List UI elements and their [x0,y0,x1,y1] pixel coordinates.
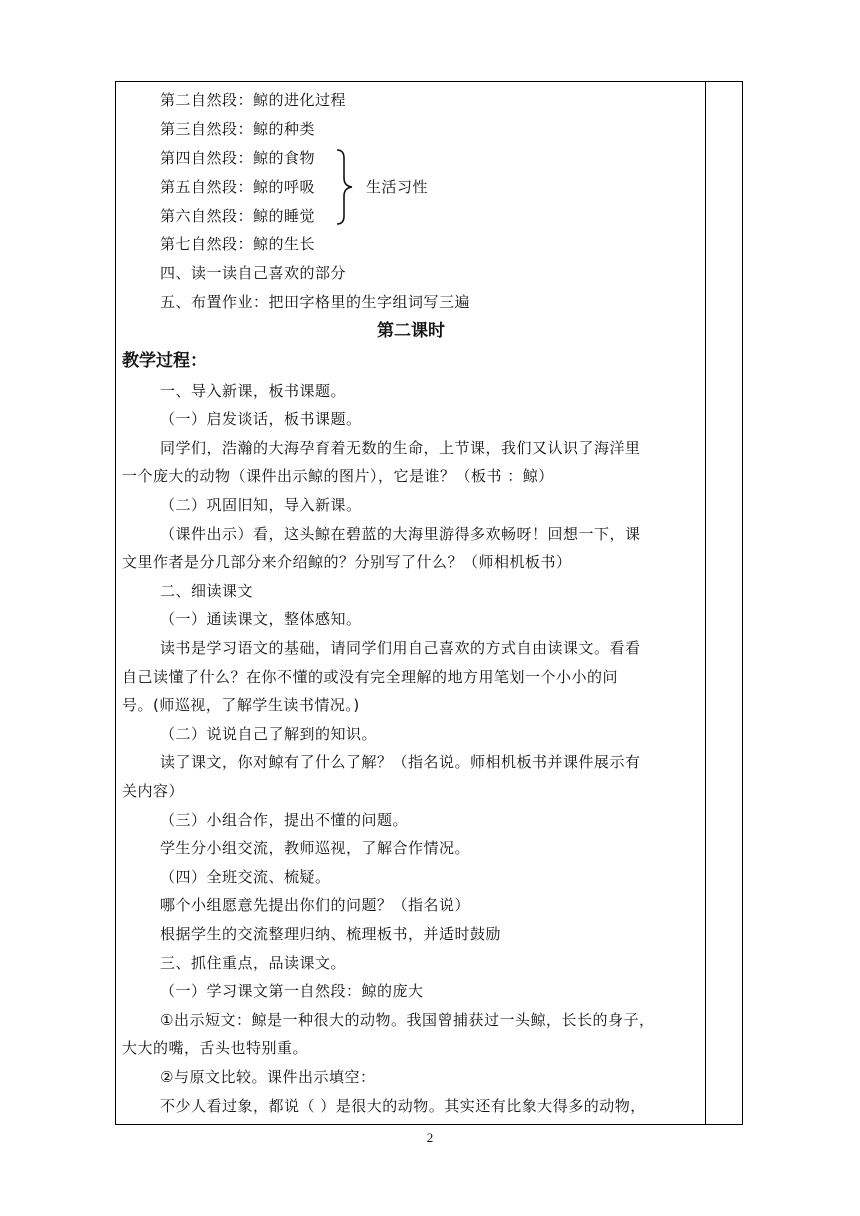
body-line: （二）巩固旧知，导入新课。 [160,496,362,514]
body-line: 二、细读课文 [160,582,254,600]
brace-label: 生活习性 [366,178,429,196]
body-line: 关内容） [122,782,185,800]
body-line: （四）全班交流、梳疑。 [160,868,331,886]
body-line: 不少人看过象，都说（ ）是很大的动物。其实还有比象大得多的动物， [160,1097,646,1115]
outline-line: 第六自然段：鲸的睡觉 [160,207,316,225]
body-line: （一）学习课文第一自然段：鲸的庞大 [160,982,424,1000]
body-line: （一）通读课文，整体感知。 [160,610,362,628]
outline-line: 五、布置作业：把田字格里的生字组词写三遍 [160,293,471,311]
body-line: ①出示短文：鲸是一种很大的动物。我国曾捕获过一头鲸，长长的身子， [160,1011,655,1029]
process-heading: 教学过程： [122,351,207,371]
body-line: （课件出示）看，这头鲸在碧蓝的大海里游得多欢畅呀！回想一下，课 [160,525,641,543]
body-line: 一个庞大的动物（课件出示鲸的图片），它是谁？（板书 ：鲸） [122,467,554,485]
body-line: ②与原文比较。课件出示填空： [160,1068,376,1086]
body-line: （二）说说自己了解到的知识。 [160,725,378,743]
outline-line: 第二自然段：鲸的进化过程 [160,91,347,109]
body-line: 根据学生的交流整理归纳、梳理板书，并适时鼓励 [160,925,502,943]
body-line: 学生分小组交流，教师巡视，了解合作情况。 [160,839,471,857]
body-line: 读书是学习语文的基础，请同学们用自己喜欢的方式自由读课文。看看 [160,639,641,657]
outline-line: 第七自然段：鲸的生长 [160,235,316,253]
outline-line: 第三自然段：鲸的种类 [160,120,316,138]
body-line: 自己读懂了什么？在你不懂的或没有完全理解的地方用笔划一个小小的问 [122,668,619,686]
body-line: 大大的嘴，舌头也特别重。 [122,1039,309,1057]
outline-line: 第四自然段：鲸的食物 [160,149,316,167]
outline-line: 四、读一读自己喜欢的部分 [160,264,347,282]
outline-line: 第五自然段：鲸的呼吸 [160,178,316,196]
body-line: （三）小组合作，提出不懂的问题。 [160,811,409,829]
body-line: （一）启发谈话，板书课题。 [160,410,362,428]
body-line: 读了课文，你对鲸有了什么了解？（指名说。师相机板书并课件展示有 [160,753,641,771]
body-line: 同学们，浩瀚的大海孕育着无数的生命，上节课，我们又认识了海洋里 [160,439,641,457]
body-line: 一、导入新课，板书课题。 [160,382,347,400]
body-line: 三、抓住重点，品读课文。 [160,954,347,972]
section-title: 第二课时 [377,321,445,341]
table-column-divider [705,81,706,1125]
page-number: 2 [426,1130,434,1145]
body-line: 哪个小组愿意先提出你们的问题？（指名说） [160,896,471,914]
curly-brace-icon [334,148,360,226]
body-line: 号。(师巡视，了解学生读书情况。) [122,696,360,714]
body-line: 文里作者是分几部分来介绍鲸的？分别写了什么？（师相机板书） [122,553,572,571]
